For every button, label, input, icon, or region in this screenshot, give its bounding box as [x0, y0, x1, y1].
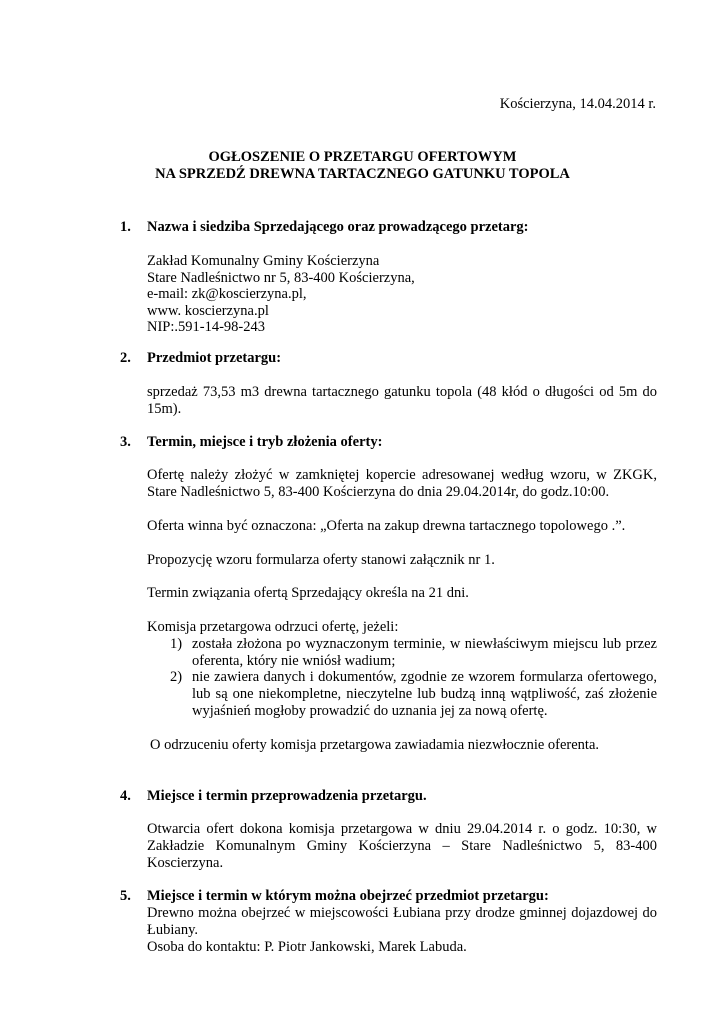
section-5-number: 5. — [120, 888, 131, 904]
seller-name: Zakład Komunalny Gminy Kościerzyna — [147, 253, 380, 269]
rejection-item-1: została złożona po wyznaczonym terminie, w niewłaściwym miejscu lub przez oferenta, który nie wniósł wadium; — [192, 636, 657, 669]
seller-email: e-mail: zk@koscierzyna.pl, — [147, 286, 307, 302]
inspection-paragraph: Drewno można obejrzeć w miejscowości Łubiana przy drodze gminnej dojazdowej do Łubiany. — [147, 905, 657, 938]
seller-nip: NIP:.591-14-98-243 — [147, 319, 266, 335]
section-2-number: 2. — [120, 350, 131, 366]
document-title-line-2: NA SPRZEDŹ DREWNA TARTACZNEGO GATUNKU TOPOLA — [155, 166, 570, 182]
tender-opening-paragraph: Otwarcia ofert dokona komisja przetargowa w dniu 29.04.2014 r. o godz. 10:30, w Zakładzie Komunalnym Gminy Kościerzyna – Stare Nadleśnictwo 5, 83-400 Koscierzyna. — [147, 821, 657, 871]
section-5-heading: Miejsce i termin w którym można obejrzeć przedmiot przetargu: — [147, 888, 549, 904]
rejection-intro: Komisja przetargowa odrzuci ofertę, jeżeli: — [147, 619, 399, 635]
rejection-item-1-number: 1) — [170, 636, 183, 652]
document-title-line-1: OGŁOSZENIE O PRZETARGU OFERTOWYM — [208, 149, 517, 165]
section-4-heading: Miejsce i termin przeprowadzenia przetargu. — [147, 788, 427, 804]
contact-person: Osoba do kontaktu: P. Piotr Jankowski, Marek Labuda. — [147, 939, 467, 955]
section-2-heading: Przedmiot przetargu: — [147, 350, 282, 366]
offer-form-paragraph: Propozycję wzoru formularza oferty stanowi załącznik nr 1. — [147, 552, 495, 568]
offer-marking-paragraph: Oferta winna być oznaczona: „Oferta na zakup drewna tartacznego topolowego .”. — [147, 518, 626, 534]
offer-submission-paragraph: Ofertę należy złożyć w zamkniętej kopercie adresowanej według wzoru, w ZKGK, Stare Nadleśnictwo 5, 83-400 Kościerzyna do dnia 29.04.2014r, do godz.10:00. — [147, 467, 657, 500]
section-1-number: 1. — [120, 219, 131, 235]
rejection-item-2: nie zawiera danych i dokumentów, zgodnie ze wzorem formularza ofertowego, lub są one niekompletne, nieczytelne lub budzą inną wątpliwość, zaś złożenie wyjaśnień mogłoby prowadzić do uznania jej za nową ofertę. — [192, 669, 657, 719]
rejection-item-2-number: 2) — [170, 669, 183, 685]
section-3-number: 3. — [120, 434, 131, 450]
rejection-notice: O odrzuceniu oferty komisja przetargowa zawiadamia niezwłocznie oferenta. — [150, 737, 600, 753]
section-1-heading: Nazwa i siedziba Sprzedającego oraz prowadzącego przetarg: — [147, 219, 529, 235]
section-4-number: 4. — [120, 788, 131, 804]
offer-binding-paragraph: Termin związania ofertą Sprzedający określa na 21 dni. — [147, 585, 469, 601]
section-3-heading: Termin, miejsce i tryb złożenia oferty: — [147, 434, 383, 450]
seller-address: Stare Nadleśnictwo nr 5, 83-400 Kościerzyna, — [147, 270, 415, 286]
seller-website: www. koscierzyna.pl — [147, 303, 269, 319]
subject-description: sprzedaż 73,53 m3 drewna tartacznego gatunku topola (48 kłód o długości od 5m do 15m). — [147, 384, 657, 417]
document-date: Kościerzyna, 14.04.2014 r. — [499, 96, 656, 112]
